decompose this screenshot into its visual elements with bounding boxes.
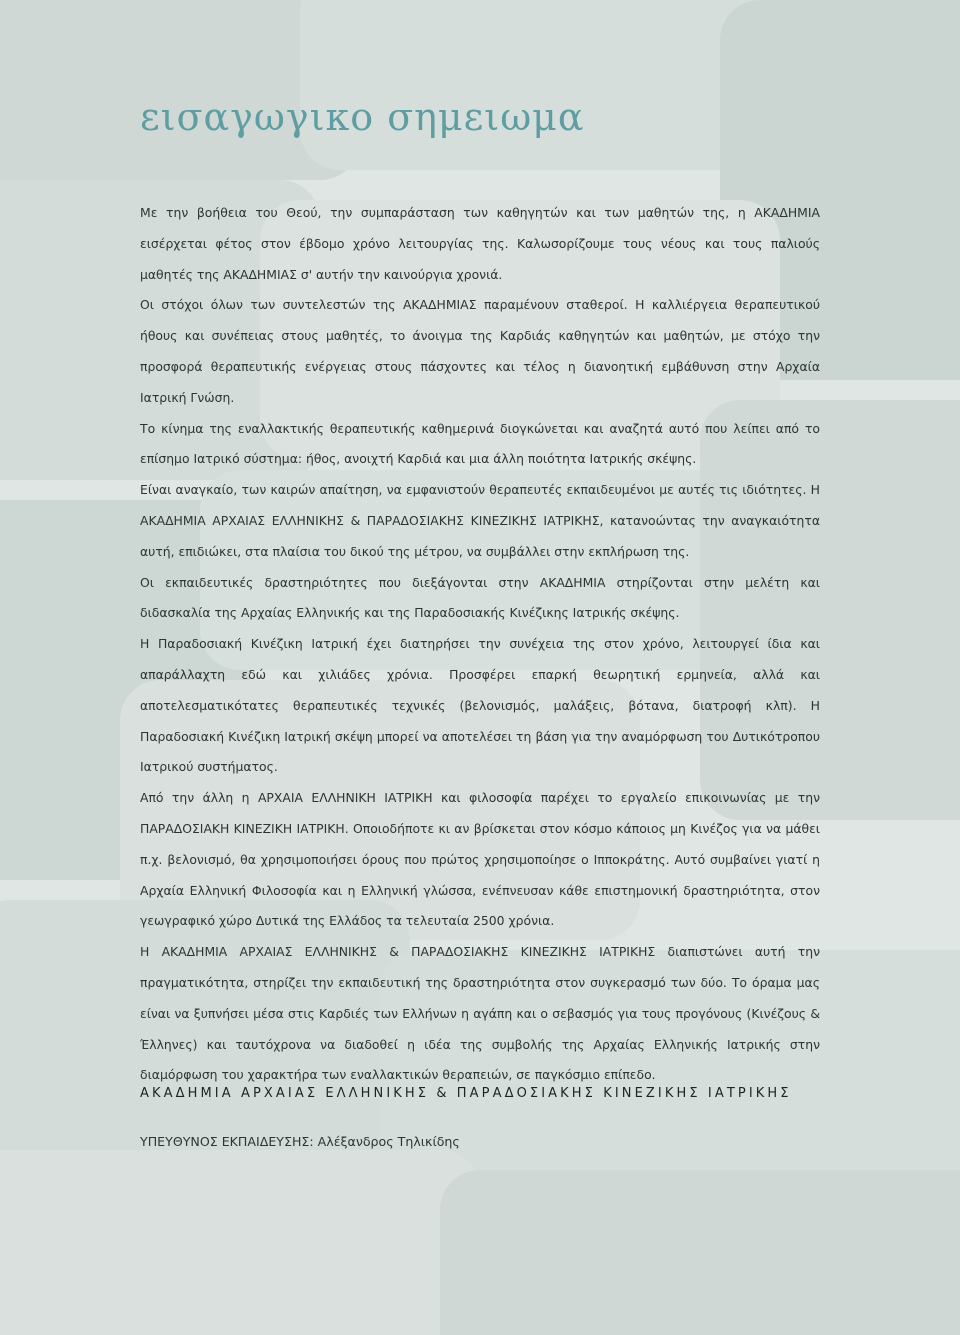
paragraph: Οι εκπαιδευτικές δραστηριότητες που διεξάγονται στην ΑΚΑΔΗΜΙΑ στηρίζονται στην μελέτη και διδασκαλία της Αρχαίας Ελληνικής και της Παραδοσιακής Κινέζικης Ιατρικής σκέψης. — [140, 574, 820, 621]
paragraph: Οι στόχοι όλων των συντελεστών της ΑΚΑΔΗΜΙΑΣ παραμένουν σταθεροί. Η καλλιέργεια θεραπευτικού ήθους και συνέπειας στους μαθητές, το άνοιγμα της Καρδιάς καθηγητών και μαθητών, με στόχο την προσφορά θεραπευτικής ενέργειας στους πάσχοντες και τέλος η διανοητική εμβάθυνση στην Αρχαία Ιατρική Γνώση. — [140, 297, 820, 405]
introduction-body — [140, 198, 820, 1091]
paragraph: Με την βοήθεια του Θεού, την συμπαράσταση των καθηγητών και των μαθητών της, η ΑΚΑΔΗΜΙΑ εισέρχεται φέτος στον έβδομο χρόνο λειτουργίας της. Καλωσορίζουμε τους νέους και τους παλιούς μαθητές της ΑΚΑΔΗΜΙΑΣ σ' αυτήν την καινούργια χρονιά. — [140, 205, 820, 282]
paragraph: Η Παραδοσιακή Κινέζικη Ιατρική έχει διατηρήσει την συνέχεια της στον χρόνο, λειτουργεί ίδια και απαράλλαχτη εδώ και χιλιάδες χρόνια. Προσφέρει επαρκή θεωρητική ερμηνεία, αλλά και αποτελεσματικότατες θεραπευτικές τεχνικές (βελονισμός, μαλάξεις, βότανα, διατροφή κλπ). Η Παραδοσιακή Κινέζικη Ιατρική σκέψη μπορεί να αποτελέσει τη βάση για την αναμόρφωση του Δυτικότροπου Ιατρικού συστήματος. — [140, 636, 820, 775]
education-director: ΥΠΕΥΘΥΝΟΣ ΕΚΠΑΙΔΕΥΣΗΣ: Αλέξανδρος Τηλικίδης — [140, 1134, 460, 1149]
paragraph: Είναι αναγκαίο, των καιρών απαίτηση, να εμφανιστούν θεραπευτές εκπαιδευμένοι με αυτές τις ιδιότητες. Η ΑΚΑΔΗΜΙΑ ΑΡΧΑΙΑΣ ΕΛΛΗΝΙΚΗΣ & ΠΑΡΑΔΟΣΙΑΚΗΣ ΚΙΝΕΖΙΚΗΣ ΙΑΤΡΙΚΗΣ, κατανοώντας την αναγκαιότητα αυτή, επιδιώκει, στα πλαίσια του δικού της μέτρου, να συμβάλλει στην εκπλήρωση της. — [140, 482, 820, 559]
paragraph: Το κίνημα της εναλλακτικής θεραπευτικής καθημερινά διογκώνεται και αναζητά αυτό που λείπει από το επίσημο Ιατρικό σύστημα: ήθος, ανοιχτή Καρδιά και μια άλλη ποιότητα Ιατρικής σκέψης. — [140, 420, 820, 467]
page-title: εισαγωγικο σημειωμα — [140, 95, 585, 139]
academy-name: ΑΚΑΔΗΜΙΑ ΑΡΧΑΙΑΣ ΕΛΛΗΝΙΚΗΣ & ΠΑΡΑΔΟΣΙΑΚΗΣ ΚΙΝΕΖΙΚΗΣ ΙΑΤΡΙΚΗΣ — [140, 1086, 792, 1101]
paragraph: Η ΑΚΑΔΗΜΙΑ ΑΡΧΑΙΑΣ ΕΛΛΗΝΙΚΗΣ & ΠΑΡΑΔΟΣΙΑΚΗΣ ΚΙΝΕΖΙΚΗΣ ΙΑΤΡΙΚΗΣ διαπιστώνει αυτή την πραγματικότητα, στηρίζει την εκπαιδευτική της δραστηριότητα στον συγκερασμό των δύο. Το όραμα μας είναι να ξυπνήσει μέσα στις Καρδιές των Ελλήνων η αγάπη και ο σεβασμός για τους προγόνους (Κινέζους & Έλληνες) και ταυτόχρονα να διαδοθεί η ιδέα της συμβολής της Αρχαίας Ελληνικής Ιατρικής στην διαμόρφωση του χαρακτήρα των εναλλακτικών θεραπειών, σε παγκόσμιο επίπεδο. — [140, 944, 820, 1083]
paragraph: Από την άλλη η ΑΡΧΑΙΑ ΕΛΛΗΝΙΚΗ ΙΑΤΡΙΚΗ και φιλοσοφία παρέχει το εργαλείο επικοινωνίας με την ΠΑΡΑΔΟΣΙΑΚΗ ΚΙΝΕΖΙΚΗ ΙΑΤΡΙΚΗ. Οποιοδήποτε κι αν βρίσκεται στον κόσμο κάποιος μη Κινέζος για να μάθει π.χ. βελονισμό, θα χρησιμοποιήσει όρους που πρώτος χρησιμοποίησε ο Ιπποκράτης. Αυτό συμβαίνει γιατί η Αρχαία Ελληνική Φιλοσοφία και η Ελληνική γλώσσα, ενέπνευσαν κάθε επιστημονική δραστηριότητα, στον γεωγραφικό χώρο Δυτικά της Ελλάδος τα τελευταία 2500 χρόνια. — [140, 790, 820, 929]
